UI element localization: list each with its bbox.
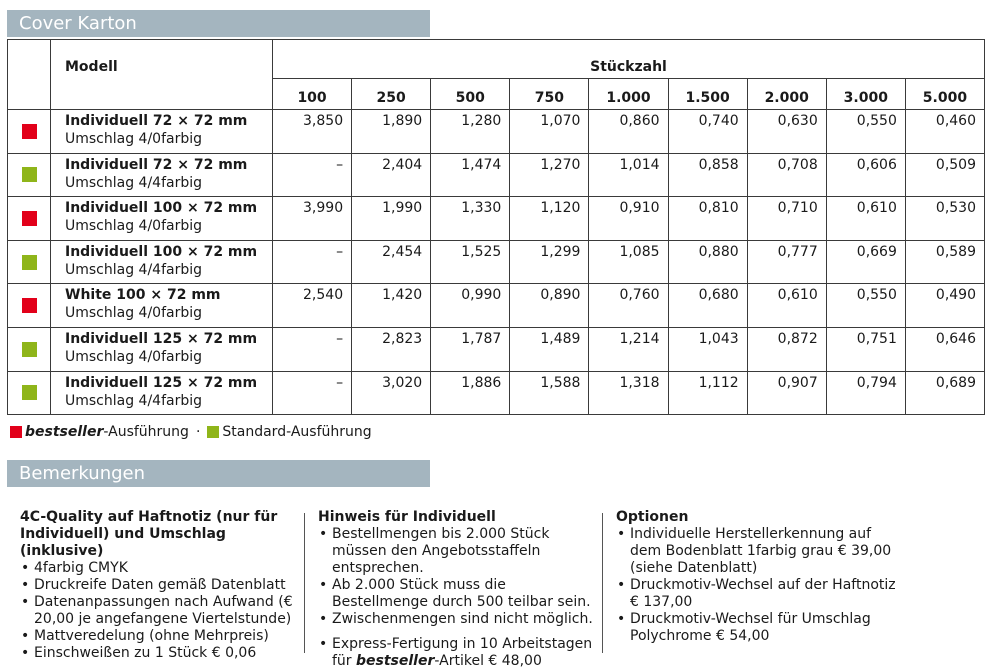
price-cell: 0,550 [826,110,905,154]
price-table [7,39,985,415]
list-item: • Individuelle Herstellerkennung auf dem Bodenblatt 1farbig grau € 39,00 (siehe Datenblatt) [616,526,906,577]
price-cell: 1,886 [431,371,510,415]
price-cell: 1,330 [431,197,510,241]
model-sub: Umschlag 4/4farbig [65,261,203,278]
individual-heading: Hinweis für Individuell [318,509,496,525]
model-name: Individuell 100 × 72 mm [65,200,258,217]
price-cell: 0,610 [826,197,905,241]
price-cell: 0,460 [905,110,984,154]
express-post: -Artikel € 48,00 [434,653,542,669]
price-cell: 0,646 [905,327,984,371]
price-cell: 0,880 [668,240,747,284]
price-cell: 1,990 [352,197,431,241]
swatch-cell [8,371,51,415]
list-item: • 4farbig CMYK [20,560,300,577]
bestseller-swatch [22,211,37,226]
swatch-cell [8,284,51,328]
quantity-col-header: 100 [273,79,352,110]
price-cell: 2,454 [352,240,431,284]
express-pre: Express-Fertigung in 10 Arbeitstagen für [332,636,593,669]
legend-bestseller-word: bestseller [25,424,104,440]
model-cell [51,110,273,154]
quantity-col-header: 5.000 [905,79,984,110]
price-cell: 3,020 [352,371,431,415]
price-cell: 1,280 [431,110,510,154]
price-cell: 1,318 [589,371,668,415]
model-cell [51,153,273,197]
table-row [8,153,985,197]
price-cell: 1,489 [510,327,589,371]
legend-separator: · [195,424,201,440]
table-row [8,284,985,328]
price-cell: 2,404 [352,153,431,197]
price-cell: 1,420 [352,284,431,328]
price-cell: 0,990 [431,284,510,328]
list-item: • Druckmotiv-Wechsel für Umschlag Polychrome € 54,00 [616,611,906,645]
price-table-body [8,110,985,415]
model-name: Individuell 72 × 72 mm [65,156,248,173]
price-cell: 0,610 [747,284,826,328]
model-name: Individuell 125 × 72 mm [65,374,258,391]
price-cell: 1,787 [431,327,510,371]
quantity-header: Stückzahl [273,40,985,79]
legend [10,424,372,440]
price-cell: 0,669 [826,240,905,284]
price-cell: 1,474 [431,153,510,197]
list-item: • Bestellmengen bis 2.000 Stück müssen den Angebotsstaffeln entsprechen. [318,526,593,577]
table-row [8,240,985,284]
price-cell: 1,525 [431,240,510,284]
price-cell: 0,858 [668,153,747,197]
price-cell: 2,823 [352,327,431,371]
table-row [8,110,985,154]
price-cell: 0,794 [826,371,905,415]
bestseller-swatch [10,426,22,438]
swatch-cell [8,327,51,371]
model-name: Individuell 125 × 72 mm [65,330,258,347]
price-cell: 0,708 [747,153,826,197]
price-cell: 0,589 [905,240,984,284]
model-cell [51,371,273,415]
price-cell: 0,760 [589,284,668,328]
swatch-cell [8,110,51,154]
price-cell: 1,270 [510,153,589,197]
price-cell: 0,751 [826,327,905,371]
quantity-col-header: 500 [431,79,510,110]
price-cell: 1,890 [352,110,431,154]
price-cell: 0,509 [905,153,984,197]
options-heading: Optionen [616,509,689,525]
model-name: White 100 × 72 mm [65,287,221,304]
price-cell: 1,299 [510,240,589,284]
list-item: • Datenanpassungen nach Aufwand (€ 20,00 je angefangene Viertelstunde) [20,594,300,628]
price-cell: 0,860 [589,110,668,154]
price-cell: 1,112 [668,371,747,415]
price-cell: 0,907 [747,371,826,415]
model-sub: Umschlag 4/0farbig [65,348,203,365]
standard-swatch [22,167,37,182]
quantity-col-header: 2.000 [747,79,826,110]
price-cell: 0,680 [668,284,747,328]
list-item: • Mattveredelung (ohne Mehrpreis) [20,628,300,645]
price-cell: 0,550 [826,284,905,328]
price-cell: 1,070 [510,110,589,154]
standard-swatch [22,255,37,270]
swatch-cell [8,153,51,197]
list-item: • Druckreife Daten gemäß Datenblatt [20,577,300,594]
table-row [8,327,985,371]
model-sub: Umschlag 4/0farbig [65,305,203,322]
table-row [8,197,985,241]
legend-bestseller-rest: -Ausführung [103,424,189,440]
legend-standard: Standard-Ausführung [222,424,372,440]
model-header: Modell [51,40,273,110]
price-cell: 1,043 [668,327,747,371]
price-cell: – [273,327,352,371]
section-banner-remarks: Bemerkungen [7,460,430,487]
express-bestseller: bestseller [356,653,435,669]
quantity-col-header: 750 [510,79,589,110]
list-item: • Zwischenmengen sind nicht möglich. [318,611,593,628]
price-cell: – [273,371,352,415]
swatch-cell [8,197,51,241]
price-cell: 0,740 [668,110,747,154]
column-divider [602,513,603,653]
model-sub: Umschlag 4/4farbig [65,392,203,409]
price-cell: 0,890 [510,284,589,328]
standard-swatch [207,426,219,438]
quantity-col-header: 250 [352,79,431,110]
price-cell: 3,990 [273,197,352,241]
swatch-header [8,40,51,110]
model-cell [51,197,273,241]
price-cell: 1,120 [510,197,589,241]
standard-swatch [22,342,37,357]
price-cell: 0,630 [747,110,826,154]
quantity-col-header: 1.500 [668,79,747,110]
list-item: • Ab 2.000 Stück muss die Bestellmenge durch 500 teilbar sein. [318,577,593,611]
standard-swatch [22,385,37,400]
bestseller-swatch [22,298,37,313]
price-cell: 0,490 [905,284,984,328]
quality-heading: 4C-Quality auf Haftnotiz (nur für Individuell) und Umschlag (inklusive) [20,509,278,559]
price-cell: – [273,153,352,197]
swatch-cell [8,240,51,284]
bestseller-swatch [22,124,37,139]
list-item: • Druckmotiv-Wechsel auf der Haftnotiz € 137,00 [616,577,906,611]
price-cell: 1,214 [589,327,668,371]
column-divider [304,513,305,653]
model-name: Individuell 72 × 72 mm [65,113,248,129]
remarks-column-individual [318,509,593,670]
section-banner-cover: Cover Karton [7,10,430,37]
price-cell: 0,777 [747,240,826,284]
price-cell: 2,540 [273,284,352,328]
price-cell: 0,872 [747,327,826,371]
remarks-column-quality [20,509,300,662]
list-item: • Einschweißen zu 1 Stück € 0,06 [20,645,300,662]
model-sub: Umschlag 4/4farbig [65,174,203,191]
quantity-col-header: 3.000 [826,79,905,110]
model-sub: Umschlag 4/0farbig [65,218,203,235]
price-cell: 0,810 [668,197,747,241]
model-cell [51,327,273,371]
price-cell: 1,014 [589,153,668,197]
model-cell [51,240,273,284]
model-name: Individuell 100 × 72 mm [65,243,258,260]
express-item [318,636,593,670]
price-cell: 3,850 [273,110,352,154]
remarks-column-options [616,509,906,645]
price-cell: 0,530 [905,197,984,241]
price-cell: 0,606 [826,153,905,197]
quantity-col-header: 1.000 [589,79,668,110]
model-cell [51,284,273,328]
model-sub: Umschlag 4/0farbig [65,131,203,147]
price-cell: 0,689 [905,371,984,415]
price-cell: 1,085 [589,240,668,284]
table-row [8,371,985,415]
price-cell: 0,710 [747,197,826,241]
price-cell: 1,588 [510,371,589,415]
price-cell: 0,910 [589,197,668,241]
price-cell: – [273,240,352,284]
